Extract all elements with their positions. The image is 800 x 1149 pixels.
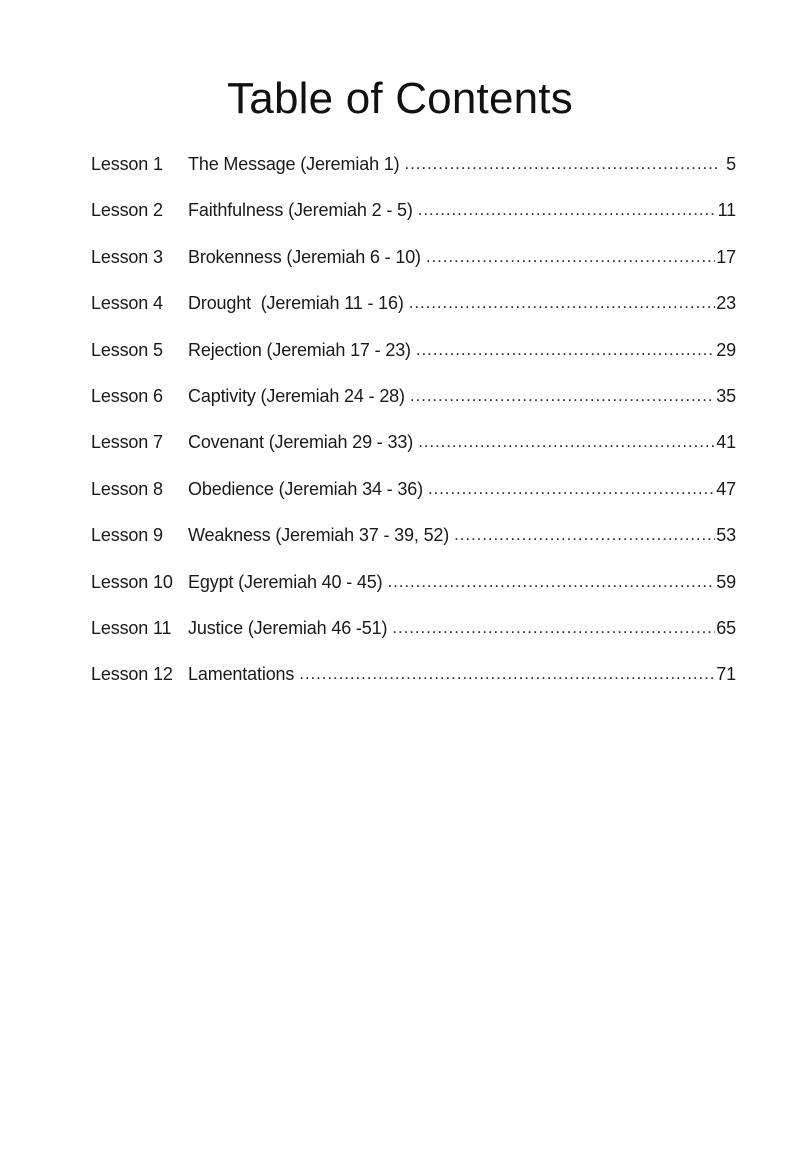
toc-entry-row[interactable] (91, 663, 736, 709)
toc-dot-leader (428, 478, 715, 500)
toc-lesson-label: Lesson 8 (91, 478, 163, 499)
toc-page-number: 5 (726, 154, 736, 174)
toc-entry-title: Lamentations (188, 664, 295, 685)
toc-entry-row[interactable] (91, 199, 736, 245)
table-of-contents-list (91, 153, 736, 710)
toc-entry-link[interactable] (188, 153, 736, 176)
toc-lesson-label: Lesson 1 (91, 154, 163, 174)
toc-dot-leader (416, 339, 715, 361)
toc-lesson-label: Lesson 9 (91, 525, 163, 546)
toc-dot-leader (410, 385, 715, 407)
toc-page-number: 17 (716, 246, 736, 267)
toc-entry-row[interactable] (91, 153, 736, 199)
toc-entry-row[interactable] (91, 385, 736, 431)
toc-lesson-label: Lesson 12 (91, 664, 173, 685)
toc-page-number: 29 (716, 339, 736, 360)
toc-page-number: 59 (716, 571, 736, 592)
toc-lesson-label: Lesson 10 (91, 571, 173, 592)
toc-entry-title: Justice (Jeremiah 46 -51) (188, 617, 388, 638)
toc-entry-title: The Message (Jeremiah 1) (188, 154, 400, 174)
toc-entry-title: Drought (Jeremiah 11 - 16) (188, 293, 404, 314)
toc-entry-link[interactable] (188, 524, 736, 547)
toc-entry-link[interactable] (188, 199, 736, 222)
toc-entry-row[interactable] (91, 431, 736, 477)
toc-entry-link[interactable] (188, 663, 736, 686)
toc-dot-leader (418, 199, 717, 221)
toc-dot-leader (454, 524, 715, 546)
toc-entry-row[interactable] (91, 292, 736, 338)
toc-dot-leader (405, 153, 720, 175)
toc-entry-title: Weakness (Jeremiah 37 - 39, 52) (188, 525, 450, 546)
toc-page-number: 35 (716, 385, 736, 406)
toc-lesson-label: Lesson 11 (91, 617, 172, 638)
toc-page-number: 11 (717, 200, 736, 221)
toc-entry-link[interactable] (188, 292, 736, 315)
toc-dot-leader (409, 292, 716, 314)
toc-dot-leader (299, 663, 715, 685)
toc-entry-title: Egypt (Jeremiah 40 - 45) (188, 571, 383, 592)
toc-entry-title: Captivity (Jeremiah 24 - 28) (188, 385, 405, 406)
toc-page-number: 71 (716, 664, 736, 685)
toc-entry-link[interactable] (188, 617, 736, 640)
toc-page-number: 41 (716, 432, 736, 453)
toc-lesson-label: Lesson 5 (91, 339, 163, 360)
toc-lesson-label: Lesson 7 (91, 432, 163, 453)
toc-lesson-label: Lesson 2 (91, 200, 163, 221)
toc-dot-leader (392, 617, 715, 639)
toc-page-number: 53 (716, 525, 736, 546)
toc-dot-leader (426, 246, 715, 268)
toc-dot-leader (418, 431, 715, 453)
toc-entry-row[interactable] (91, 478, 736, 524)
toc-lesson-label: Lesson 3 (91, 246, 163, 267)
toc-entry-link[interactable] (188, 246, 736, 269)
toc-lesson-label: Lesson 4 (91, 293, 163, 314)
toc-entry-title: Brokenness (Jeremiah 6 - 10) (188, 246, 421, 267)
toc-page-number: 23 (716, 293, 736, 314)
toc-entry-row[interactable] (91, 571, 736, 617)
toc-dot-leader (388, 571, 716, 593)
toc-entry-row[interactable] (91, 617, 736, 663)
toc-entry-title: Faithfulness (Jeremiah 2 - 5) (188, 200, 413, 221)
toc-page-number: 47 (716, 478, 736, 499)
toc-entry-title: Covenant (Jeremiah 29 - 33) (188, 432, 414, 453)
toc-entry-title: Rejection (Jeremiah 17 - 23) (188, 339, 411, 360)
toc-entry-row[interactable] (91, 246, 736, 292)
toc-lesson-label: Lesson 6 (91, 385, 163, 406)
page-title: Table of Contents (227, 74, 573, 123)
toc-entry-link[interactable] (188, 571, 736, 594)
toc-entry-link[interactable] (188, 339, 736, 362)
toc-entry-link[interactable] (188, 431, 736, 454)
toc-entry-link[interactable] (188, 385, 736, 408)
toc-page-number: 65 (716, 617, 736, 638)
toc-entry-title: Obedience (Jeremiah 34 - 36) (188, 478, 423, 499)
toc-entry-row[interactable] (91, 524, 736, 570)
toc-entry-row[interactable] (91, 339, 736, 385)
toc-entry-link[interactable] (188, 478, 736, 501)
